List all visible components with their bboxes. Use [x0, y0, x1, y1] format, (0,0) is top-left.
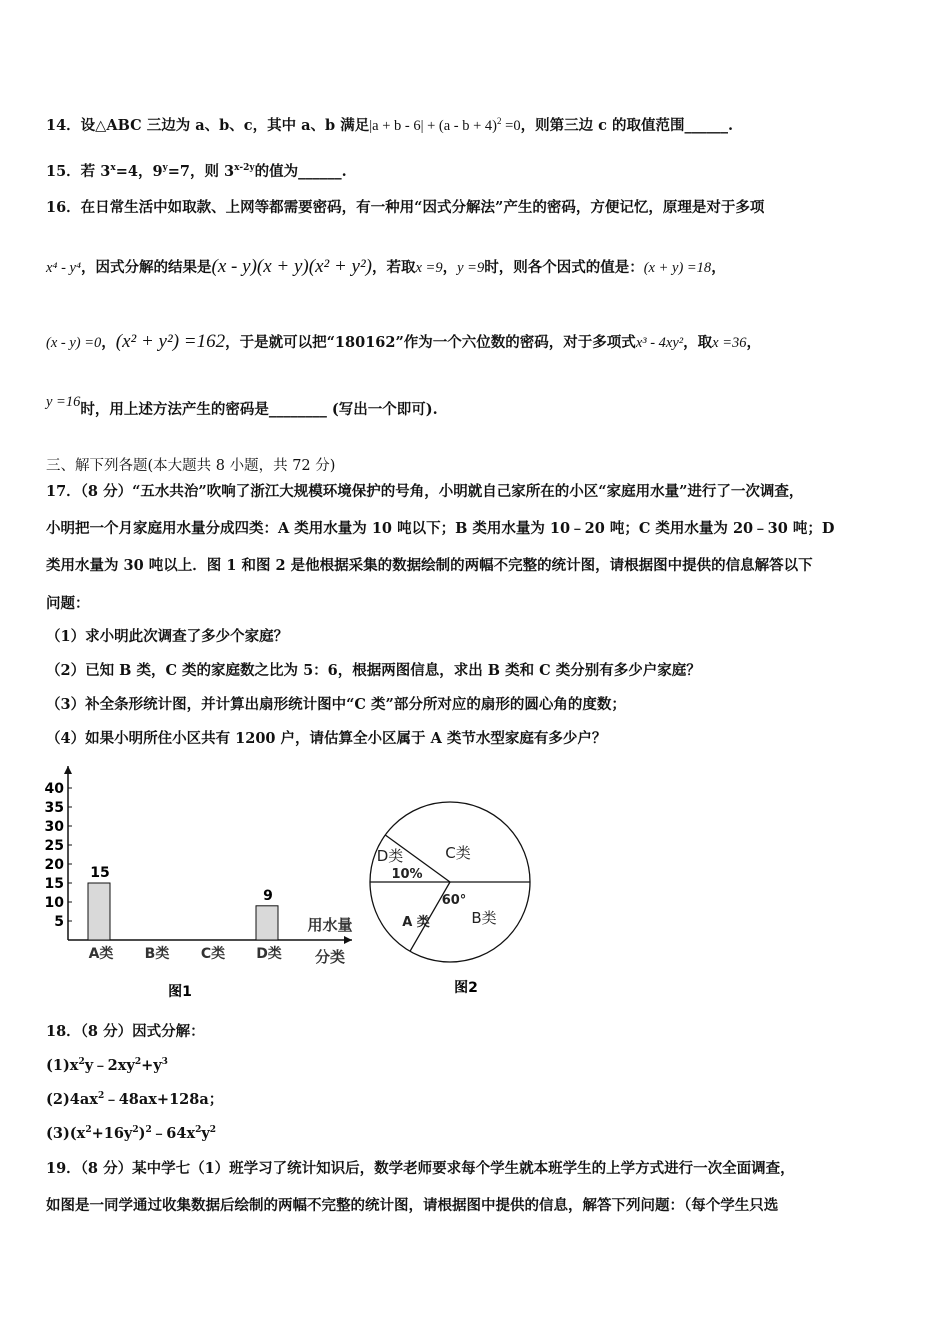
q18-term: y﹣2xy	[84, 1057, 135, 1074]
pie-slice-label: A 类	[402, 915, 430, 930]
q16-text: ，因式分解的结果是	[81, 259, 212, 276]
q17-line-1: 17．（8 分）“五水共治”吹响了浙江大规模环境保护的号角，小明就自己家所在的小区“家庭用水量”进行了一次调查，	[46, 483, 804, 500]
q15	[46, 160, 347, 181]
q16-text: 时，用上述方法产生的密码是________ (写出一个即可).	[80, 401, 438, 418]
q16-line-3	[46, 331, 761, 353]
q16-sep: ，	[711, 259, 726, 276]
q16-factor-value-1: (x + y) =18	[643, 260, 712, 276]
q16-line-2	[46, 256, 726, 278]
q15-exp: x-2y	[234, 163, 255, 174]
section-3-heading: 三、解下列各题(本大题共 8 小题，共 72 分)	[46, 458, 336, 474]
q17-sub-3: （3）补全条形统计图，并计算出扇形统计图中“C 类”部分所对应的扇形的圆心角的度数；	[46, 696, 626, 713]
q17-line-4: 问题：	[46, 595, 90, 612]
q16-sep: ，	[746, 334, 762, 351]
q16-factored: (x - y)(x + y)(x² + y²)	[211, 256, 372, 277]
q18-item-1	[46, 1054, 168, 1075]
pie-slice-value: 60°	[441, 893, 467, 908]
q17-sub-4: （4）如果小明所住小区共有 1200 户，请估算全小区属于 A 类节水型家庭有多少户？	[46, 730, 607, 747]
q16-polynomial-2: x³ - 4xy²	[635, 335, 684, 351]
q14-condition	[369, 118, 520, 134]
q14	[46, 114, 733, 135]
q18-exp: 2	[78, 1057, 85, 1068]
bar-value-label: 15	[90, 865, 110, 881]
y-tick-label: 15	[44, 876, 64, 892]
q15-exp: x	[110, 163, 116, 174]
q18-term: ﹣48ax+128a；	[104, 1091, 224, 1108]
q17-sub-1: （1）求小明此次调查了多少个家庭？	[46, 628, 289, 645]
q16-text: ，于是就可以把“180162”作为一个六位数的密码，对于多项式	[225, 334, 636, 351]
q16-y-value-2: y =16	[46, 394, 81, 410]
q14-condition-eq: =0	[501, 118, 521, 134]
q18-exp: 2	[134, 1057, 142, 1068]
figure-2-caption: 图2	[454, 980, 478, 996]
q16-text: 时，则各个因式的值是：	[484, 259, 644, 276]
q15-exp: y	[162, 163, 168, 174]
q18-item-2	[46, 1088, 223, 1109]
bar-4	[256, 906, 278, 940]
q18-term: (2)4ax	[46, 1091, 98, 1108]
q18-term: )	[138, 1125, 146, 1142]
q14-text-pre: 14．设△ABC 三边为 a、b、c，其中 a、b 满足	[46, 117, 370, 134]
pie-chart-plot	[370, 802, 530, 962]
q14-condition-exp: 2	[497, 116, 502, 127]
q18-exp: 2	[195, 1125, 202, 1136]
q18-exp: 2	[132, 1125, 139, 1136]
pie-slice-value: 10%	[391, 867, 423, 882]
category-label: D类	[256, 946, 282, 962]
category-label: A类	[88, 946, 114, 962]
bar-chart-plot	[45, 766, 353, 966]
pie-slice-label: B类	[471, 909, 497, 927]
q14-text-post: ，则第三边 c 的取值范围______.	[520, 117, 734, 134]
q16-text: ，取	[683, 334, 713, 351]
q18-term: (1)x	[46, 1057, 79, 1074]
q16-factor-value-2: (x - y) =0	[46, 335, 102, 351]
q16-sep: ，	[101, 334, 116, 351]
q18-term: +y	[141, 1057, 162, 1074]
y-axis-title: 用水量	[307, 916, 353, 934]
y-tick-label: 20	[44, 857, 64, 873]
q16-line-1: 16．在日常生活中如取款、上网等都需要密码，有一种用“因式分解法”产生的密码，方便记忆，原理是对于多项	[46, 199, 765, 216]
q17-line-2: 小明把一个月家庭用水量分成四类：A 类用水量为 10 吨以下；B 类用水量为 10﹣20 吨；C 类用水量为 20﹣30 吨；D	[46, 520, 835, 537]
q17-line-3: 类用水量为 30 吨以上．图 1 和图 2 是他根据采集的数据绘制的两幅不完整的统计图，请根据图中提供的信息解答以下	[46, 557, 813, 574]
y-tick-label: 5	[54, 914, 64, 930]
y-tick-label: 30	[44, 819, 64, 835]
q15-part: =7，则 3	[167, 163, 235, 180]
x-axis-title: 分类	[314, 948, 346, 966]
q18-heading: 18．（8 分）因式分解：	[46, 1023, 205, 1040]
q16-x-value-2: x =36	[712, 335, 747, 351]
q19-line-1: 19．（8 分）某中学七（1）班学习了统计知识后，数学老师要求每个学生就本班学生的上学方式进行一次全面调查，	[46, 1160, 795, 1177]
x-axis-arrow	[344, 936, 352, 944]
category-label: C类	[200, 946, 226, 962]
q17-sub-2: （2）已知 B 类，C 类的家庭数之比为 5：6，根据两图信息，求出 B 类和 C 类分别有多少户家庭？	[46, 662, 701, 679]
q18-exp: 2	[209, 1125, 217, 1136]
pie-slice-label: D类	[376, 847, 404, 865]
q16-sep: ，	[442, 259, 458, 276]
q18-exp: 2	[145, 1125, 152, 1136]
y-axis-arrow	[64, 766, 72, 774]
q16-x-value: x =9	[415, 260, 443, 276]
q18-exp: 2	[97, 1091, 105, 1102]
y-tick-label: 25	[44, 838, 64, 854]
bar-value-label: 9	[263, 887, 273, 904]
q16-line-4	[46, 394, 438, 419]
y-tick-label: 40	[44, 781, 64, 797]
q18-term: ﹣64x	[151, 1125, 196, 1142]
q18-exp: 3	[161, 1057, 168, 1068]
q16-y-value: y =9	[457, 260, 485, 276]
q18-term: y	[201, 1125, 210, 1142]
pie-slice-label: C类	[445, 844, 471, 862]
bar-chart-figure-1	[40, 756, 370, 1006]
category-label: B类	[144, 946, 170, 962]
q18-exp: 2	[85, 1125, 92, 1136]
bar-1	[88, 883, 110, 940]
q18-term: +16y	[91, 1125, 133, 1142]
q16-polynomial: x⁴ - y⁴	[46, 260, 82, 276]
q15-part: 15．若 3	[46, 163, 111, 180]
q16-text: ，若取	[371, 259, 416, 276]
pie-chart-figure-2	[360, 800, 540, 1000]
q16-factor-value-3: (x² + y²) =162	[115, 331, 226, 352]
q14-condition-expr: |a + b - 6| + (a - b + 4)	[369, 118, 498, 134]
y-tick-label: 35	[44, 800, 64, 816]
y-tick-label: 10	[44, 895, 64, 911]
q18-item-3	[46, 1122, 216, 1143]
q18-term: (3)(x	[46, 1125, 86, 1142]
figure-1-caption: 图1	[168, 984, 192, 1000]
q19-line-2: 如图是一同学通过收集数据后绘制的两幅不完整的统计图，请根据图中提供的信息，解答下列问题：（每个学生只选	[46, 1197, 779, 1214]
q15-part: 的值为______.	[254, 163, 347, 180]
q15-part: =4，9	[115, 163, 163, 180]
